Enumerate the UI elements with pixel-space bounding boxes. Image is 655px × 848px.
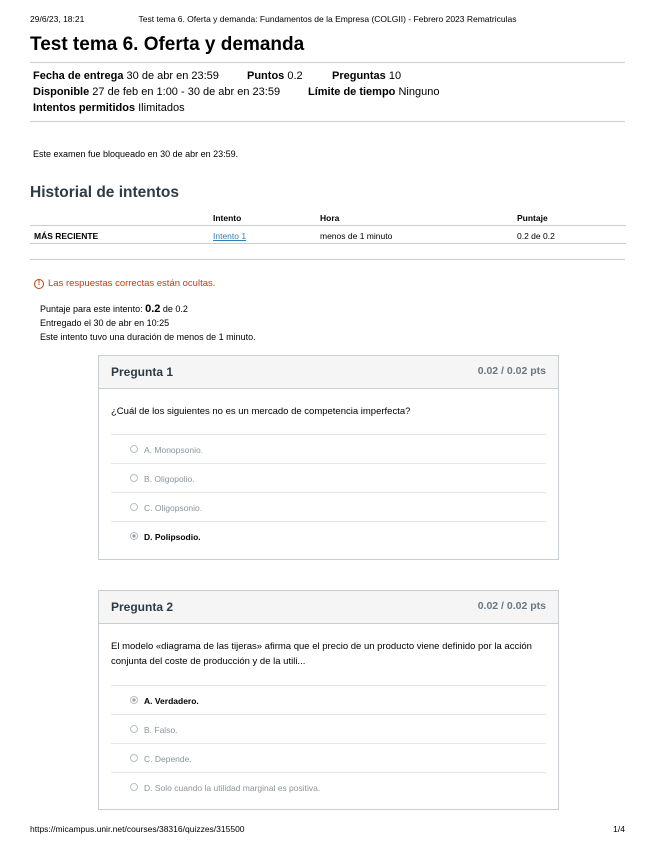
answer-label: D. Polipsodio. xyxy=(144,532,201,542)
warning-icon: ! xyxy=(34,279,44,289)
radio-icon[interactable] xyxy=(130,783,138,791)
answer-option[interactable] xyxy=(111,743,546,772)
time-limit xyxy=(308,84,439,100)
answer-label: B. Falso. xyxy=(144,725,178,735)
score-value: 0.2 xyxy=(145,303,161,315)
answer-label: C. Oligopsonio. xyxy=(144,503,203,513)
question-header xyxy=(99,591,558,624)
due-label: Fecha de entrega xyxy=(33,70,124,82)
question-points: 0.02 / 0.02 pts xyxy=(477,365,546,377)
radio-icon[interactable] xyxy=(130,445,138,453)
available-value: 27 de feb en 1:00 - 30 de abr en 23:59 xyxy=(92,86,281,98)
question-name: Pregunta 2 xyxy=(111,600,174,614)
answer-option[interactable] xyxy=(111,685,546,714)
details-row-1 xyxy=(33,68,623,84)
header-score: Puntaje xyxy=(517,213,548,223)
time-limit-value: Ninguno xyxy=(398,86,440,98)
score-suffix: de 0.2 xyxy=(162,304,188,314)
attempt-score xyxy=(40,302,256,316)
print-url: https://micampus.unir.net/courses/38316/quizzes/315500 xyxy=(30,824,245,834)
due-date xyxy=(33,68,219,84)
answer-option[interactable] xyxy=(111,434,546,463)
quiz-title: Test tema 6. Oferta y demanda xyxy=(30,34,305,55)
header-attempt: Intento xyxy=(213,213,242,223)
radio-icon[interactable] xyxy=(130,696,138,704)
questions-label: Preguntas xyxy=(332,70,386,82)
answer-label: D. Solo cuando la utilidad marginal es positiva. xyxy=(144,783,321,793)
answer-option[interactable] xyxy=(111,772,546,801)
available-label: Disponible xyxy=(33,86,90,98)
due-value: 30 de abr en 23:59 xyxy=(126,70,219,82)
radio-icon[interactable] xyxy=(130,474,138,482)
answer-label: A. Verdadero. xyxy=(144,696,199,706)
answer-label: A. Monopsonio. xyxy=(144,445,204,455)
header-time: Hora xyxy=(320,213,340,223)
divider xyxy=(30,121,625,122)
question-padding xyxy=(99,550,558,559)
print-header xyxy=(30,14,625,26)
radio-icon[interactable] xyxy=(130,532,138,540)
row-score: 0.2 de 0.2 xyxy=(517,231,555,241)
questions-value: 10 xyxy=(388,70,402,82)
details-row-2 xyxy=(33,84,623,100)
attempts-value: Ilimitados xyxy=(138,102,185,114)
divider xyxy=(30,259,625,260)
score-prefix: Puntaje para este intento: xyxy=(40,304,143,314)
answer-option[interactable] xyxy=(111,714,546,743)
points xyxy=(247,68,303,84)
points-value: 0.2 xyxy=(287,70,303,82)
row-label: MÁS RECIENTE xyxy=(34,231,99,241)
answers-hidden-notice xyxy=(34,278,215,289)
question-2 xyxy=(98,590,559,810)
history-table xyxy=(30,208,626,244)
lock-message: Este examen fue bloqueado en 30 de abr en 23:59. xyxy=(33,149,239,159)
answer-option[interactable] xyxy=(111,492,546,521)
divider xyxy=(30,62,625,63)
answer-label: C. Depende. xyxy=(144,754,192,764)
question-header xyxy=(99,356,558,389)
time-limit-label: Límite de tiempo xyxy=(308,86,396,98)
history-table-header xyxy=(30,208,626,226)
row-time: menos de 1 minuto xyxy=(320,231,393,241)
radio-icon[interactable] xyxy=(130,503,138,511)
answers-hidden-text: Las respuestas correctas están ocultas. xyxy=(48,278,216,289)
availability xyxy=(33,84,280,100)
answer-option[interactable] xyxy=(111,521,546,550)
history-title: Historial de intentos xyxy=(30,184,179,201)
radio-icon[interactable] xyxy=(130,725,138,733)
answer-list xyxy=(111,434,546,550)
points-label: Puntos xyxy=(247,70,285,82)
question-name: Pregunta 1 xyxy=(111,365,174,379)
table-row xyxy=(30,226,626,244)
attempts-allowed xyxy=(33,100,185,116)
question-text: El modelo «diagrama de las tijeras» afirma que el precio de un producto viene definido por la acción conjunta del coste de producción y de la utili... xyxy=(111,641,532,667)
details-row-3 xyxy=(33,100,623,116)
attempts-label: Intentos permitidos xyxy=(33,102,136,114)
question-padding xyxy=(99,801,558,809)
print-date: 29/6/23, 18:21 xyxy=(30,14,85,24)
page-number: 1/4 xyxy=(613,824,625,834)
answer-option[interactable] xyxy=(111,463,546,492)
submitted-at: Entregado el 30 de abr en 10:25 xyxy=(40,318,170,328)
question-points: 0.02 / 0.02 pts xyxy=(477,600,546,612)
radio-icon[interactable] xyxy=(130,754,138,762)
attempt-link[interactable]: Intento 1 xyxy=(213,231,247,241)
quiz-details xyxy=(33,68,623,116)
question-text: ¿Cuál de los siguientes no es un mercado de competencia imperfecta? xyxy=(111,406,411,417)
attempt-duration: Este intento tuvo una duración de menos de 1 minuto. xyxy=(40,332,256,342)
question-1 xyxy=(98,355,559,560)
answer-list xyxy=(111,685,546,801)
attempt-summary xyxy=(40,302,256,344)
print-page-title: Test tema 6. Oferta y demanda: Fundamentos de la Empresa (COLGII) - Febrero 2023 Rematriculas xyxy=(138,14,517,24)
questions-count xyxy=(332,68,401,84)
answer-label: B. Oligopolio. xyxy=(144,474,195,484)
